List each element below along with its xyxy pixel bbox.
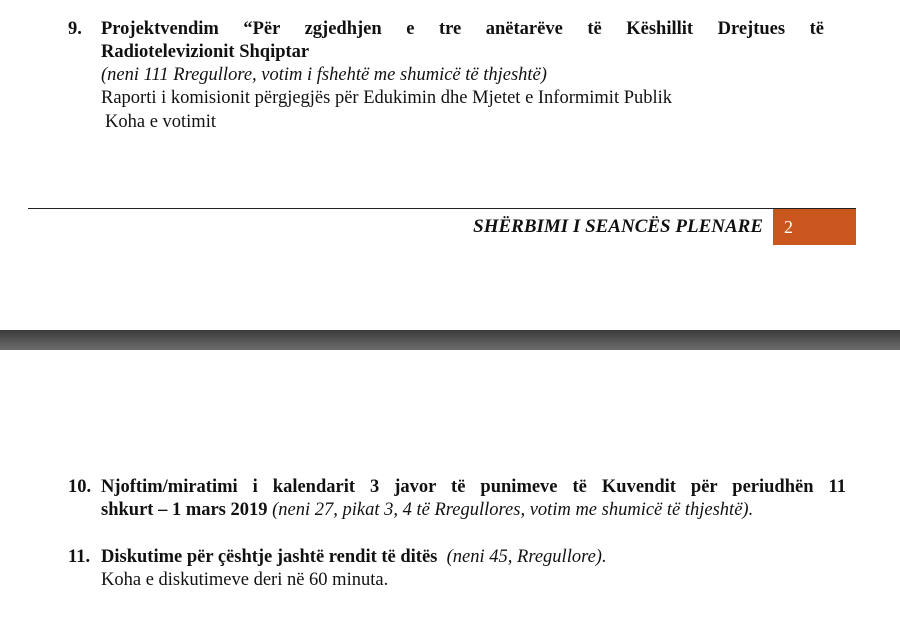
item-title-line1: Njoftim/miratimi i kalendarit 3 javor të punimeve të Kuvendit për periudhën 11 (101, 477, 846, 497)
item-legal-note: (neni 27, pikat 3, 4 të Rregullores, votim me shumicë të thjeshtë). (267, 500, 754, 520)
item-title-line (101, 546, 607, 569)
page-number-badge: 2 (773, 209, 856, 245)
item-legal-note: (neni 45, Rregullore). (446, 547, 607, 567)
page-separator (0, 330, 900, 350)
item-date-range: shkurt – 1 mars 2019 (101, 500, 268, 520)
item-committee-report: Raporti i komisionit përgjegjës për Edukimin dhe Mjetet e Informimit Publik (101, 88, 673, 108)
item-discussion-duration: Koha e diskutimeve deri në 60 minuta. (101, 570, 389, 590)
item-title-line2: Radiotelevizionit Shqiptar (101, 42, 310, 62)
item-title-line2 (101, 499, 753, 522)
item-number: 10. (68, 477, 92, 497)
item-number: 9. (68, 19, 82, 39)
item-number: 11. (68, 547, 91, 567)
footer-divider (28, 208, 856, 209)
item-title-line1: Projektvendim “Për zgjedhjen e tre anëtarëve të Këshillit Drejtues të (101, 19, 824, 39)
footer-title: SHËRBIMI I SEANCËS PLENARE (473, 216, 763, 237)
item-vote-time: Koha e votimit (105, 112, 216, 132)
item-title: Diskutime për çështje jashtë rendit të ditës (101, 547, 438, 567)
item-legal-note: (neni 111 Rregullore, votim i fshehtë me shumicë të thjeshtë) (101, 65, 547, 85)
